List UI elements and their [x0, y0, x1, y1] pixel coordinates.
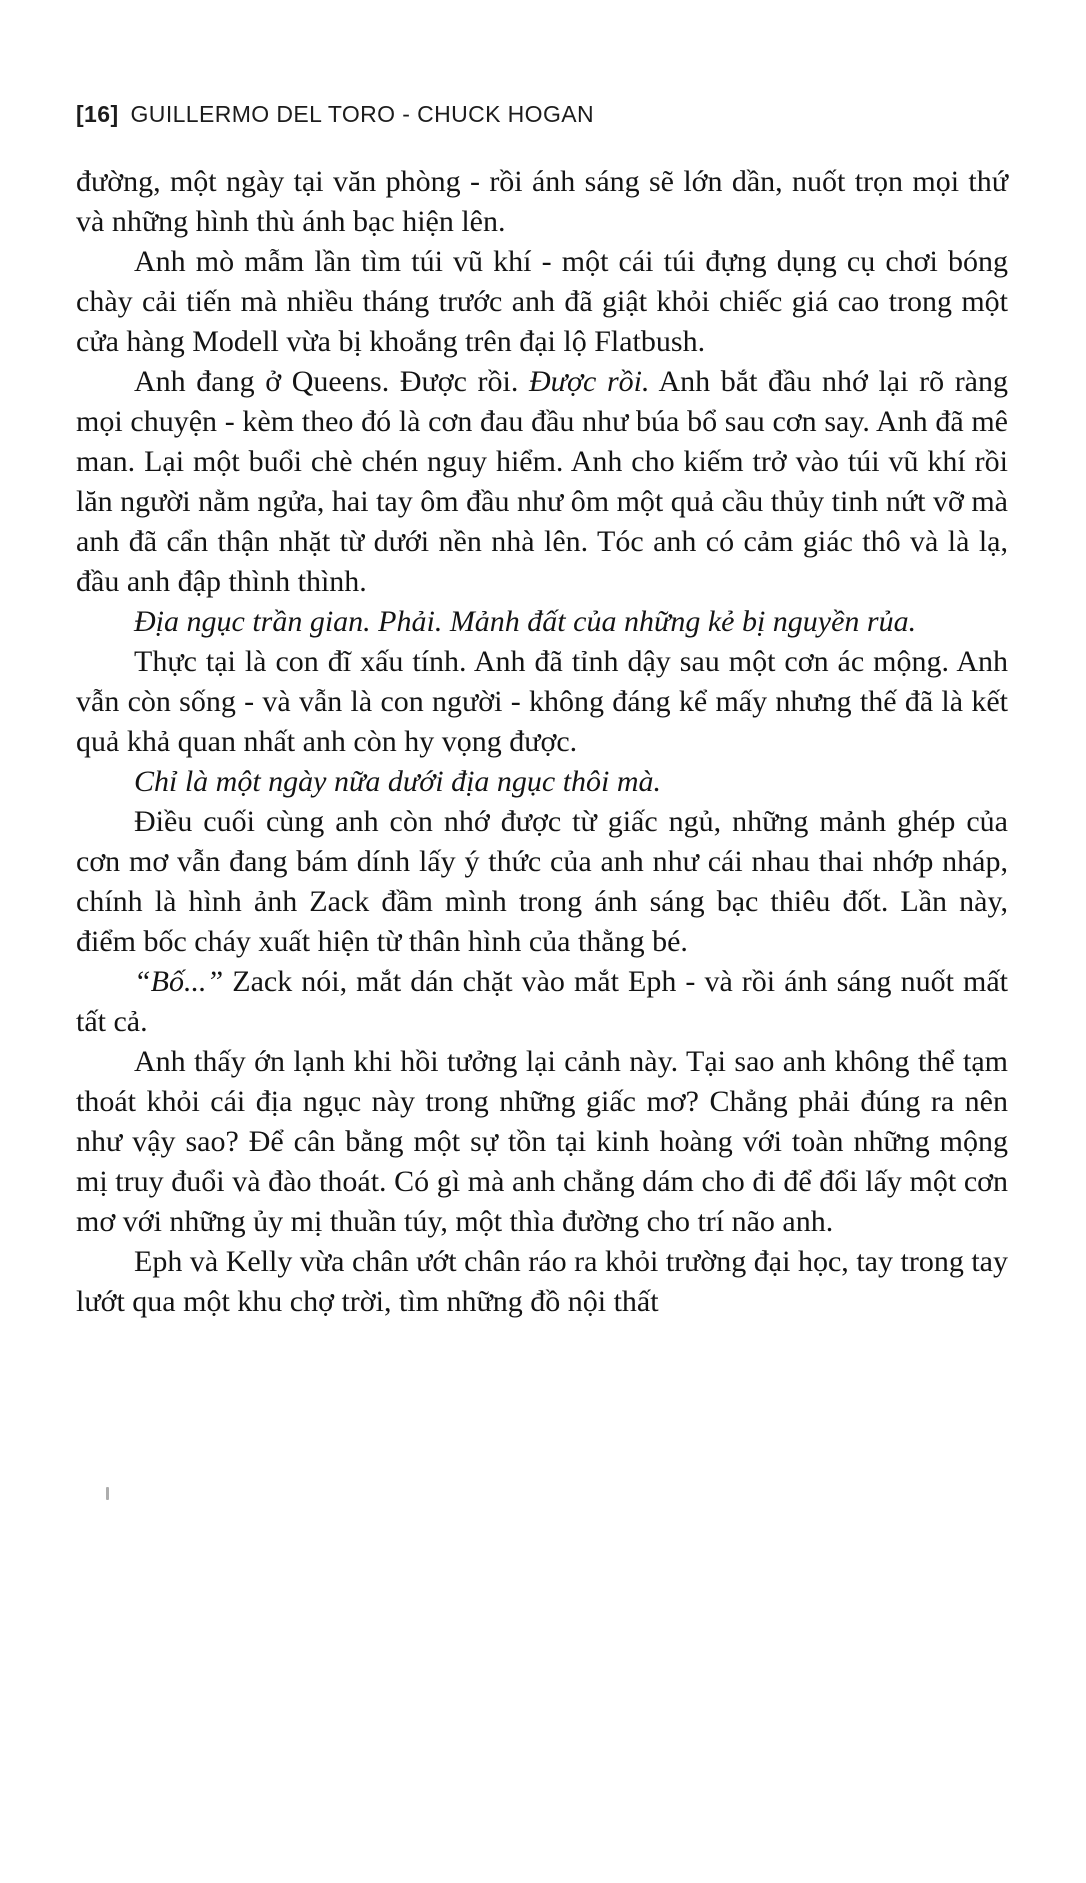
text-run: đường, một ngày tại văn phòng - rồi ánh sáng sẽ lớn dần, nuốt trọn mọi thứ và những hình thù ánh bạc hiện lên. — [76, 165, 1008, 238]
paragraph — [76, 1042, 1008, 1242]
page-header — [76, 100, 1008, 128]
running-head-authors: GUILLERMO DEL TORO - CHUCK HOGAN — [130, 101, 595, 127]
text-run: Anh bắt đầu nhớ lại rõ ràng mọi chuyện - kèm theo đó là cơn đau đầu như búa bổ sau cơn say. Anh đã mê man. Lại một buổi chè chén nguy hiểm. Anh cho kiếm trở vào túi vũ khí rồi lăn người nằm ngửa, hai tay ôm đầu như ôm một quả cầu thủy tinh nứt vỡ mà anh đã cẩn thận nhặt từ dưới nền nhà lên. Tóc anh có cảm giác thô và là lạ, đầu anh đập thình thình. — [76, 365, 1008, 598]
paragraph — [76, 962, 1008, 1042]
text-run: Zack nói, mắt dán chặt vào mắt Eph - và rồi ánh sáng nuốt mất tất cả. — [76, 965, 1008, 1038]
paragraph — [76, 162, 1008, 242]
paragraph — [76, 762, 1008, 802]
page-body — [76, 162, 1008, 1322]
text-run: Thực tại là con đĩ xấu tính. Anh đã tỉnh dậy sau một cơn ác mộng. Anh vẫn còn sống - và vẫn là con người - không đáng kể mấy nhưng thế đã là kết quả khả quan nhất anh còn hy vọng được. — [76, 645, 1008, 758]
text-run: Eph và Kelly vừa chân ướt chân ráo ra khỏi trường đại học, tay trong tay lướt qua một khu chợ trời, tìm những đồ nội thất — [76, 1245, 1008, 1318]
page-number: [16] — [76, 101, 119, 127]
italic-text-run: Chỉ là một ngày nữa dưới địa ngục thôi mà. — [134, 765, 662, 798]
paragraph — [76, 642, 1008, 762]
paragraph — [76, 242, 1008, 362]
scan-artifact — [106, 1487, 109, 1500]
text-run: Anh thấy ớn lạnh khi hồi tưởng lại cảnh này. Tại sao anh không thể tạm thoát khỏi cái địa ngục này trong những giấc mơ? Chẳng phải đúng ra nên như vậy sao? Để cân bằng một sự tồn tại kinh hoàng với toàn những mộng mị truy đuổi và đào thoát. Có gì mà anh chẳng dám cho đi để đổi lấy một cơn mơ với những ủy mị thuần túy, một thìa đường cho trí não anh. — [76, 1045, 1008, 1238]
text-run: Anh đang ở Queens. Được rồi. — [134, 365, 529, 398]
text-run: Điều cuối cùng anh còn nhớ được từ giấc ngủ, những mảnh ghép của cơn mơ vẫn đang bám dính lấy ý thức của anh như cái nhau thai nhớp nháp, chính là hình ảnh Zack đầm mình trong ánh sáng bạc thiêu đốt. Lần này, điểm bốc cháy xuất hiện từ thân hình của thằng bé. — [76, 805, 1008, 958]
paragraph — [76, 362, 1008, 602]
paragraph — [76, 602, 1008, 642]
text-run: Anh mò mẫm lần tìm túi vũ khí - một cái túi đựng dụng cụ chơi bóng chày cải tiến mà nhiều tháng trước anh đã giật khỏi chiếc giá cao trong một cửa hàng Modell vừa bị khoắng trên đại lộ Flatbush. — [76, 245, 1008, 358]
italic-text-run: Địa ngục trần gian. Phải. Mảnh đất của những kẻ bị nguyền rủa. — [134, 605, 917, 638]
paragraph — [76, 802, 1008, 962]
italic-text-run: Được rồi. — [529, 365, 650, 398]
italic-text-run: “Bố...” — [134, 965, 224, 998]
paragraph — [76, 1242, 1008, 1322]
